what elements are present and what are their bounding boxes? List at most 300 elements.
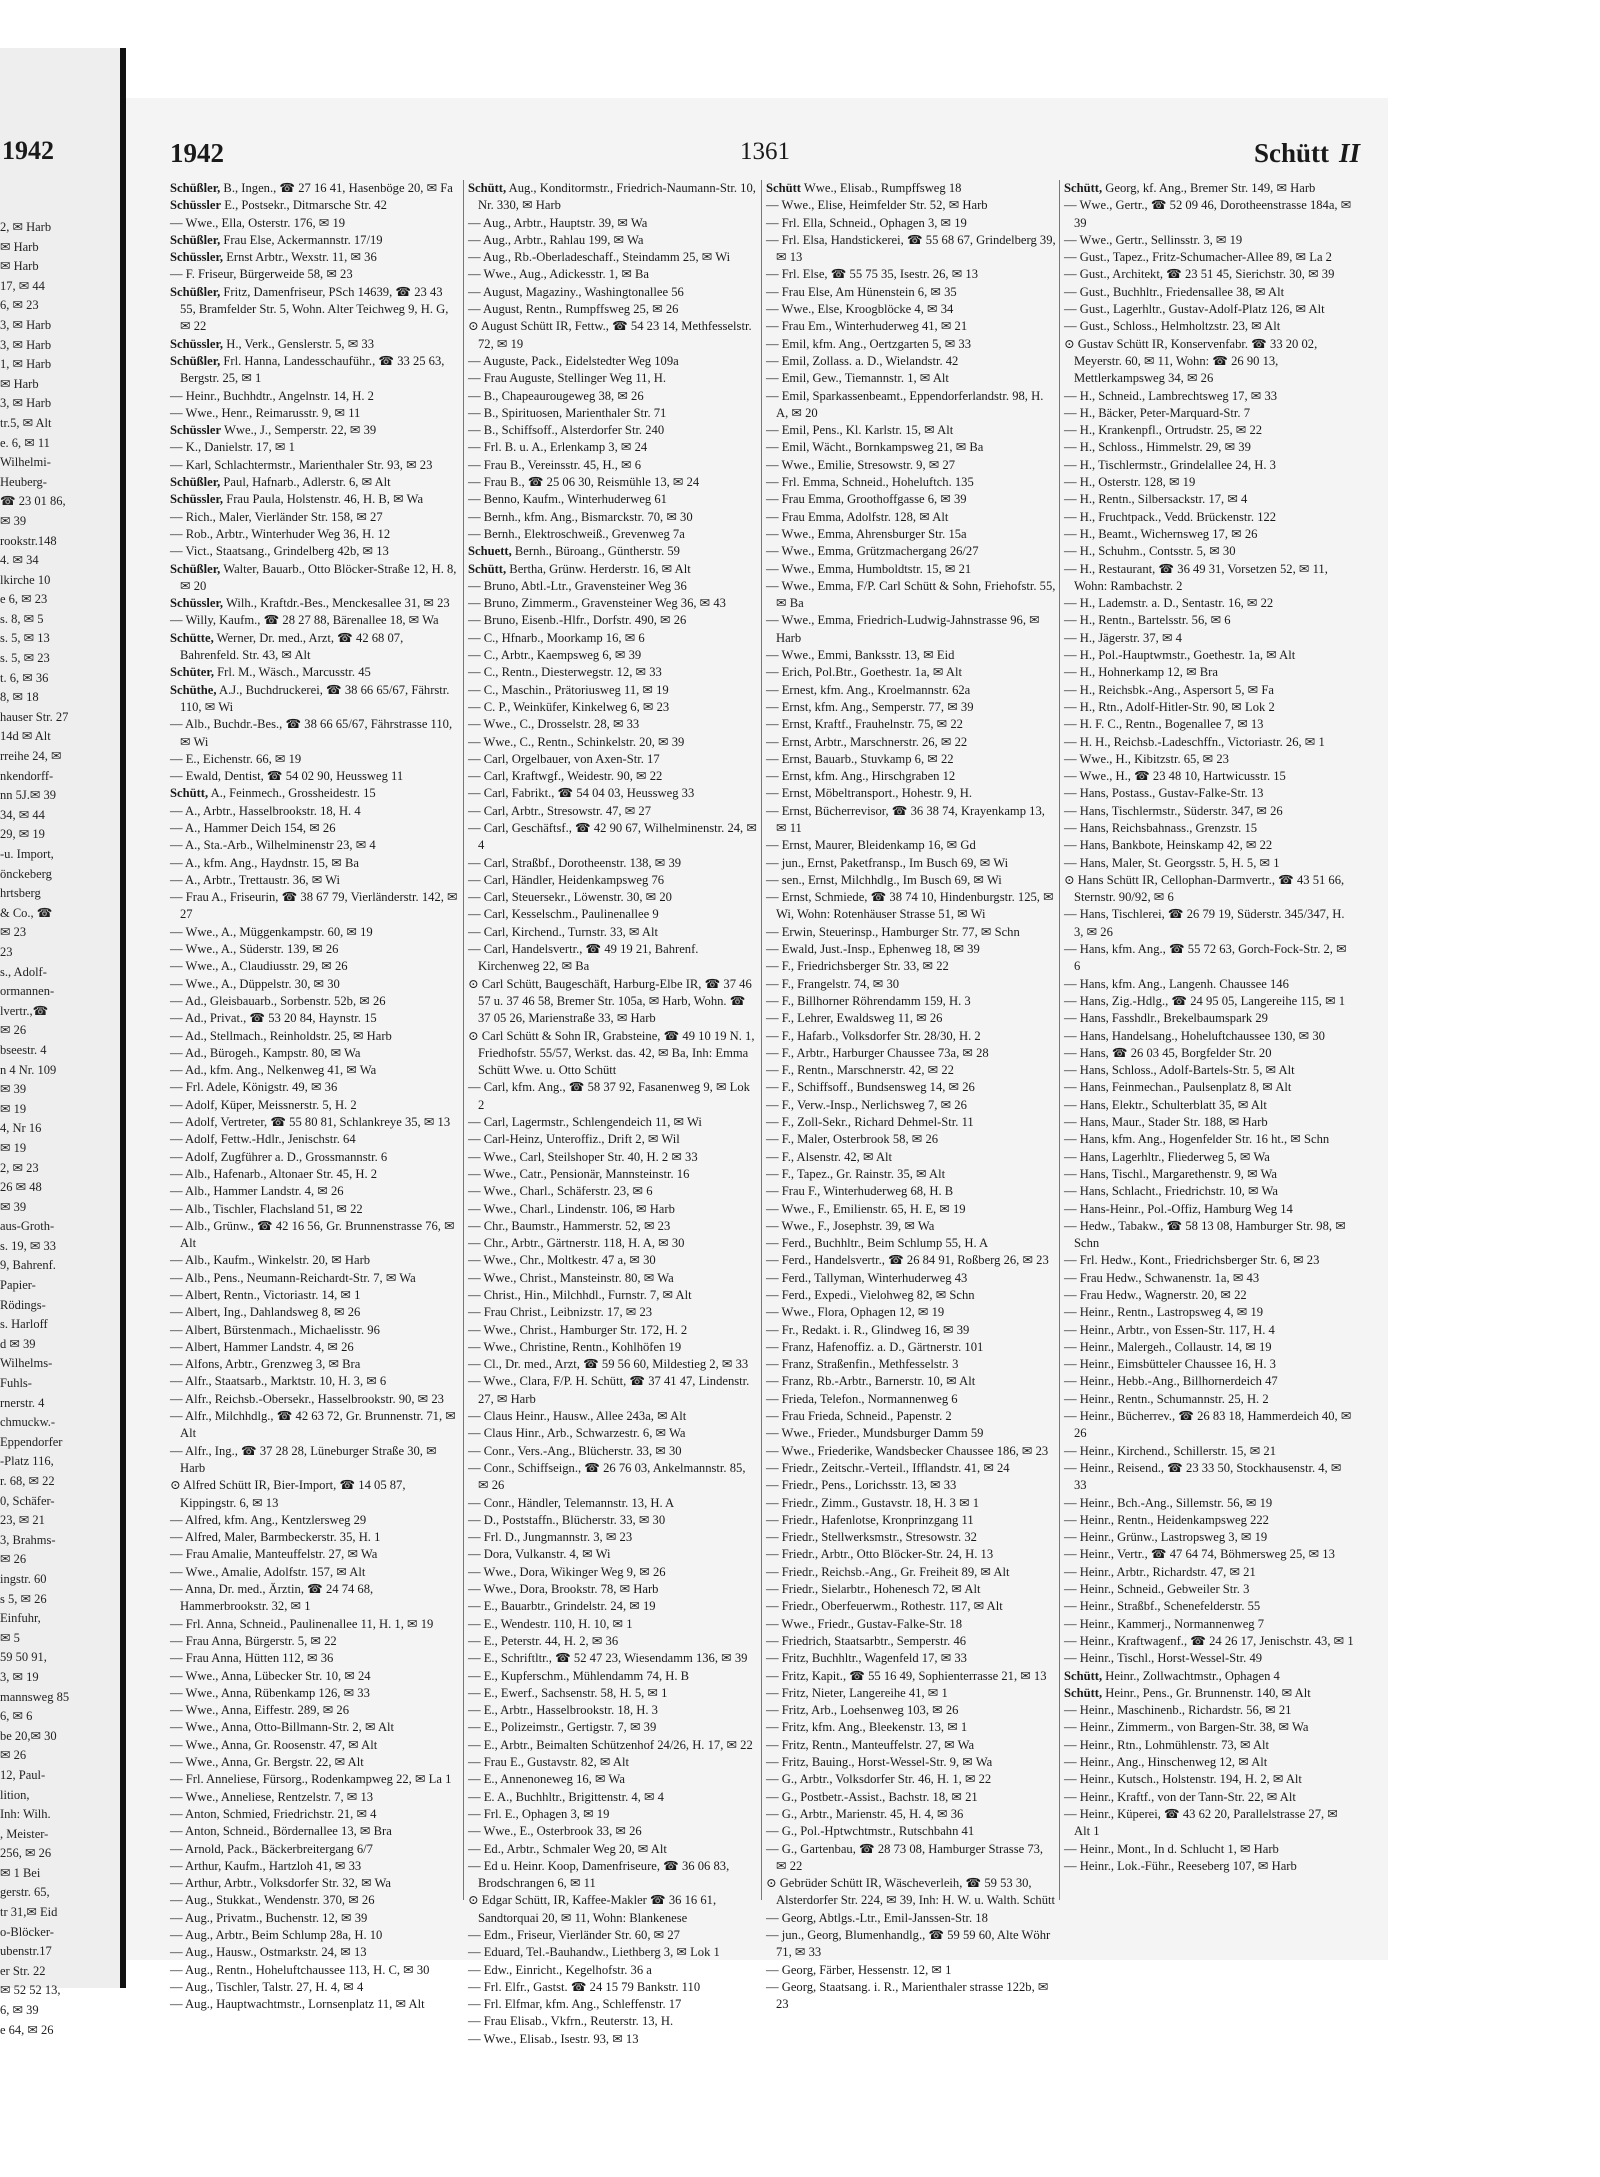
entry-details: — Alb., Pens., Neumann-Reichardt-Str. 7, ✉ Wa xyxy=(170,1270,416,1285)
left-fragment-line: o-Blöcker- xyxy=(0,1924,54,1939)
entry-details: — Frl. Ella, Schneid., Ophagen 3, ✉ 19 xyxy=(766,215,967,230)
entry-details: — Frau Emma, Adolfstr. 128, ✉ Alt xyxy=(766,509,949,524)
entry-details: — Frau Amalie, Manteuffelstr. 27, ✉ Wa xyxy=(170,1547,378,1562)
directory-entry xyxy=(468,1841,758,1858)
entry-surname: Schütt, xyxy=(468,181,507,195)
directory-entry xyxy=(468,1754,758,1771)
directory-entry xyxy=(468,1564,758,1581)
directory-entry xyxy=(468,1771,758,1788)
entry-details: — F., Tapez., Gr. Rainstr. 35, ✉ Alt xyxy=(766,1166,946,1181)
directory-entry xyxy=(468,1443,758,1460)
directory-entry xyxy=(766,1373,1056,1390)
entry-details: — C., Arbtr., Kaempsweg 6, ✉ 39 xyxy=(468,648,642,663)
directory-entry xyxy=(468,1685,758,1702)
directory-entry xyxy=(170,388,460,405)
left-fragment-line: ✉ 23 xyxy=(0,925,27,940)
entry-surname: Schüßler, xyxy=(170,284,221,299)
entry-details: — G., Arbtr., Marienstr. 45, H. 4, ✉ 36 xyxy=(766,1806,964,1821)
directory-entry xyxy=(1064,561,1354,596)
entry-details: — Carl, Kesselschm., Paulinenallee 9 xyxy=(468,907,659,922)
page-year: 1942 xyxy=(170,138,224,168)
entry-details: — H. F. C., Rentn., Bogenallee 7, ✉ 13 xyxy=(1064,717,1264,732)
directory-entry xyxy=(170,1910,460,1927)
entry-details: — Heinr., Rentn., Lastropsweg 4, ✉ 19 xyxy=(1064,1305,1264,1320)
entry-details: — H., Schuhm., Contsstr. 5, ✉ 30 xyxy=(1064,544,1236,559)
directory-entry xyxy=(766,1668,1056,1685)
entry-details: — Wwe., Dora, Wikinger Weg 9, ✉ 26 xyxy=(468,1564,666,1579)
entry-details: ⊙ Gebrüder Schütt IR, Wäscheverleih, ☎ 59 53 30, Alsterdorfer Str. 224, ✉ 39, Inh: H. W. u. Walth. Schütt xyxy=(766,1876,1056,1908)
directory-entry xyxy=(170,1650,460,1667)
entry-details: — Alb., Tischler, Flachsland 51, ✉ 22 xyxy=(170,1201,363,1216)
entry-details: — B., Spirituosen, Marienthaler Str. 71 xyxy=(468,405,667,420)
entry-details: — Frl. Emma, Schneid., Hoheluftch. 135 xyxy=(766,475,974,490)
entry-details: — Frau B., Vereinsstr. 45, H., ✉ 6 xyxy=(468,457,641,472)
entry-details: — E., Ewerf., Sachsenstr. 58, H. 5, ✉ 1 xyxy=(468,1685,668,1700)
entry-details: — Alb., Kaufm., Winkelstr. 20, ✉ Harb xyxy=(170,1253,371,1268)
directory-entry xyxy=(766,457,1056,474)
directory-entry xyxy=(170,284,460,336)
directory-entry xyxy=(468,1028,758,1080)
directory-entry xyxy=(766,855,1056,872)
entry-details: — Frl. D., Jungmannstr. 3, ✉ 23 xyxy=(468,1530,633,1545)
directory-entry xyxy=(468,2031,758,2048)
entry-details: Aug., Konditormstr., Friedrich-Naumann-Str. 10, Nr. 330, ✉ Harb xyxy=(478,181,756,213)
left-fragment-line: -Platz 116, xyxy=(0,1454,54,1469)
entry-details: — E., Schriftltr., ☎ 52 47 23, Wiesendamm 136, ✉ 39 xyxy=(468,1651,748,1666)
entry-details: E., Postsekr., Ditmarsche Str. 42 xyxy=(221,198,387,213)
directory-entry xyxy=(1064,716,1354,733)
entry-details: — F., Arbtr., Harburger Chaussee 73a, ✉ 28 xyxy=(766,1045,989,1060)
entry-details: — F., Hafarb., Volksdorfer Str. 28/30, H. 2 xyxy=(766,1028,981,1043)
directory-entry xyxy=(468,318,758,353)
directory-entry xyxy=(170,422,460,439)
entry-details: — Wwe., Anna, Gr. Roosenstr. 47, ✉ Alt xyxy=(170,1737,378,1752)
entry-details: — Adolf, Zugführer a. D., Grossmannstr. 6 xyxy=(170,1149,388,1164)
left-fragment-line: 23 xyxy=(0,944,13,959)
page-header xyxy=(170,138,1360,174)
left-fragment-line: ormannen- xyxy=(0,984,55,999)
entry-details: — E., Annenoneweg 16, ✉ Wa xyxy=(468,1772,625,1787)
entry-details: — August, Magaziny., Washingtonallee 56 xyxy=(468,284,684,299)
directory-entry xyxy=(170,1875,460,1892)
directory-entry xyxy=(766,803,1056,838)
entry-details: — Hans, ☎ 26 03 45, Borgfelder Str. 20 xyxy=(1064,1045,1272,1060)
entry-surname: Schüssler xyxy=(170,198,222,213)
left-fragment-line: hrtsberg xyxy=(0,886,41,901)
directory-entry xyxy=(170,561,460,596)
directory-entry xyxy=(468,543,758,560)
directory-entry xyxy=(468,785,758,802)
entry-details: — Ernst, Bauarb., Stuvkamp 6, ✉ 22 xyxy=(766,751,954,766)
entry-details: — August, Rentn., Rumpffsweg 25, ✉ 26 xyxy=(468,302,679,317)
entry-details: — Georg, Färber, Hessenstr. 12, ✉ 1 xyxy=(766,1962,952,1977)
directory-entry xyxy=(766,924,1056,941)
entry-details: — Wwe., Christ., Mansteinstr. 80, ✉ Wa xyxy=(468,1270,674,1285)
directory-entry xyxy=(766,1028,1056,1045)
entry-details: — Wwe., Anna, Gr. Bergstr. 22, ✉ Alt xyxy=(170,1755,364,1770)
entry-details: — Friedrich, Staatsarbtr., Semperstr. 46 xyxy=(766,1633,967,1648)
directory-entry xyxy=(170,855,460,872)
directory-entry xyxy=(766,422,1056,439)
entry-details: — Wwe., Frieder., Mundsburger Damm 59 xyxy=(766,1426,984,1441)
directory-entry xyxy=(766,1218,1056,1235)
entry-details: — Ferd., Expedi., Vielohweg 82, ✉ Schn xyxy=(766,1288,975,1302)
directory-entry xyxy=(170,1771,460,1788)
left-fragment-line: nn 5J.✉ 39 xyxy=(0,788,56,803)
directory-entry xyxy=(468,215,758,232)
directory-entry xyxy=(170,474,460,491)
left-fragment-line: 1, ✉ Harb xyxy=(0,357,52,372)
entry-details: — F., Zoll-Sekr., Richard Dehmel-Str. 11 xyxy=(766,1115,974,1130)
entry-details: — Georg, Staatsang. i. R., Marienthaler strasse 122b, ✉ 23 xyxy=(766,1979,1049,2012)
entry-details: — Wwe., Emmi, Banksstr. 13, ✉ Eid xyxy=(766,648,955,663)
directory-entry xyxy=(766,1719,1056,1736)
left-fragment-line: tr 31,✉ Eid xyxy=(0,1905,58,1920)
left-fragment-line: 14d ✉ Alt xyxy=(0,729,51,744)
directory-entry xyxy=(170,215,460,232)
entry-details: — H., Hohnerkamp 12, ✉ Bra xyxy=(1064,665,1218,680)
entry-details: — Friedr., Sielarbtr., Hohenesch 72, ✉ Alt xyxy=(766,1582,981,1597)
directory-entry xyxy=(170,1010,460,1027)
entry-details: — Fritz, Buchhltr., Wagenfeld 17, ✉ 33 xyxy=(766,1651,967,1666)
directory-entry xyxy=(1064,1719,1354,1736)
left-fragment-line: lvertr.,☎ xyxy=(0,1003,49,1018)
directory-entry xyxy=(170,976,460,993)
entry-surname: Schuett, xyxy=(468,544,512,559)
entry-details: — Wwe., Gertr., ☎ 52 09 46, Dorotheenstrasse 184a, ✉ 39 xyxy=(1064,198,1352,230)
entry-details: — Heinr., Rentn., Schumannstr. 25, H. 2 xyxy=(1064,1391,1269,1406)
directory-entry xyxy=(1064,1564,1354,1581)
directory-entry xyxy=(1064,1062,1354,1079)
directory-entry xyxy=(170,1201,460,1218)
entry-details: Wwe., Elisab., Rumpffsweg 18 xyxy=(801,181,962,195)
directory-entry xyxy=(766,1339,1056,1356)
directory-entry xyxy=(170,803,460,820)
entry-details: — B., Chapeaurougeweg 38, ✉ 26 xyxy=(468,388,644,403)
entry-details: — Hedw., Tabakw., ☎ 58 13 08, Hamburger Str. 98, ✉ Schn xyxy=(1064,1218,1346,1251)
entry-details: — Wwe., Friedr., Gustav-Falke-Str. 18 xyxy=(766,1616,962,1631)
entry-surname: Schütt, xyxy=(1064,181,1103,195)
directory-entry xyxy=(766,993,1056,1010)
entry-details: — E., Eichenstr. 66, ✉ 19 xyxy=(170,751,302,766)
directory-entry xyxy=(766,1322,1056,1339)
directory-entry xyxy=(468,1737,758,1754)
directory-entry xyxy=(468,734,758,751)
entry-details: — Frl. Else, ☎ 55 75 35, Isestr. 26, ✉ 13 xyxy=(766,267,978,282)
left-fragment-line: 2, ✉ 23 xyxy=(0,1160,39,1175)
directory-entry xyxy=(766,474,1056,491)
entry-details: — Wwe., Emma, Ahrensburger Str. 15a xyxy=(766,526,967,541)
directory-entry xyxy=(766,1045,1056,1062)
entry-surname: Schüssler, xyxy=(170,336,224,351)
entry-details: — Hans, Tischlermstr., Süderstr. 347, ✉ 26 xyxy=(1064,803,1283,818)
directory-entry xyxy=(170,1270,460,1287)
directory-entry xyxy=(766,682,1056,699)
entry-surname: Schüßler, xyxy=(170,561,221,576)
entry-details: — Heinr., Kraftf., von der Tann-Str. 22, ✉ Alt xyxy=(1064,1789,1296,1804)
left-fragment-line: & Co., ☎ xyxy=(0,905,53,920)
directory-entry xyxy=(468,1356,758,1373)
entry-details: — Franz, Straßenfin., Methfesselstr. 3 xyxy=(766,1357,959,1372)
entry-details: — Alfr., Milchhdlg., ☎ 42 63 72, Gr. Brunnenstr. 71, ✉ Alt xyxy=(170,1409,456,1441)
entry-details: — C., Hfnarb., Moorkamp 16, ✉ 6 xyxy=(468,630,645,645)
entry-details: — Wwe., Aug., Adickesstr. 1, ✉ Ba xyxy=(468,267,650,282)
entry-details: — Aug., Arbtr., Hauptstr. 39, ✉ Wa xyxy=(468,215,648,230)
entry-details: — H. H., Reichsb.-Ladeschffn., Victoriastr. 26, ✉ 1 xyxy=(1064,734,1325,749)
entry-details: — Wwe., F., Josephstr. 39, ✉ Wa xyxy=(766,1218,935,1233)
directory-entry xyxy=(170,1287,460,1304)
entry-details: — Wwe., Anneliese, Rentzelstr. 7, ✉ 13 xyxy=(170,1789,374,1804)
left-fragment-line: s. 8, ✉ 5 xyxy=(0,611,44,626)
directory-entry xyxy=(1064,1754,1354,1771)
left-fragment-line: 9, Bahrenf. xyxy=(0,1258,56,1273)
directory-entry xyxy=(1064,1373,1354,1390)
entry-details: — Heinr., Kutsch., Holstenstr. 194, H. 2, ✉ Alt xyxy=(1064,1772,1302,1787)
directory-entry xyxy=(766,1841,1056,1876)
entry-details: — Benno, Kaufm., Winterhuderweg 61 xyxy=(468,492,667,507)
entry-details: — Aug., Rb.-Oberladeschaff., Steindamm 25, ✉ Wi xyxy=(468,250,731,265)
directory-entry xyxy=(170,1097,460,1114)
directory-entry xyxy=(1064,1166,1354,1183)
directory-entry xyxy=(1064,1339,1354,1356)
directory-entry xyxy=(468,1702,758,1719)
directory-entry xyxy=(1064,336,1354,388)
directory-entry xyxy=(468,1979,758,1996)
entry-details: — Alfr., Staatsarb., Marktstr. 10, H. 3, ✉ 6 xyxy=(170,1374,387,1389)
directory-entry xyxy=(468,664,758,681)
entry-details: — C., Maschin., Prätoriusweg 11, ✉ 19 xyxy=(468,682,669,697)
entry-details: — Wwe., Henr., Reimarusstr. 9, ✉ 11 xyxy=(170,405,361,420)
entry-details: — Heinr., Buchhdtr., Angelnstr. 14, H. 2 xyxy=(170,388,374,403)
directory-entry xyxy=(170,232,460,249)
directory-entry xyxy=(766,1737,1056,1754)
entry-details: — Carl, Geschäftsf., ☎ 42 90 67, Wilhelminenstr. 24, ✉ 4 xyxy=(468,820,757,853)
entry-details: — Carl, Kirchend., Turnstr. 33, ✉ Alt xyxy=(468,924,659,939)
entry-surname: Schüssler, xyxy=(170,596,224,611)
left-fragment-line: t. 6, ✉ 36 xyxy=(0,670,49,685)
entry-details: — Frl. Anneliese, Fürsorg., Rodenkampweg 22, ✉ La 1 xyxy=(170,1772,452,1787)
entry-details: — Edm., Friseur, Vierländer Str. 60, ✉ 27 xyxy=(468,1927,680,1942)
directory-entry xyxy=(1064,457,1354,474)
directory-entry xyxy=(468,1858,758,1893)
entry-details: — Alb., Buchdr.-Bes., ☎ 38 66 65/67, Fährstrasse 110, ✉ Wi xyxy=(170,717,453,749)
entry-details: — Fritz, Arb., Loehsenweg 103, ✉ 26 xyxy=(766,1703,959,1718)
left-fragment-line: 6, ✉ 23 xyxy=(0,298,39,313)
entry-details: ⊙ Edgar Schütt, IR, Kaffee-Makler ☎ 36 16 61, Sandtorquai 20, ✉ 11, Wohn: Blankenese xyxy=(468,1893,717,1925)
directory-entry xyxy=(766,1131,1056,1148)
directory-entry xyxy=(468,1218,758,1235)
directory-entry xyxy=(766,1910,1056,1927)
entry-details: — Heinr., Maschinenb., Richardstr. 56, ✉ 21 xyxy=(1064,1703,1292,1718)
entry-details: — Frau Else, Am Hünenstein 6, ✉ 35 xyxy=(766,284,957,299)
entry-details: — Wwe., A., Düppelstr. 30, ✉ 30 xyxy=(170,976,340,991)
entry-details: — A., Arbtr., Trettaustr. 36, ✉ Wi xyxy=(170,872,341,887)
directory-entry xyxy=(766,509,1056,526)
directory-entry xyxy=(170,1927,460,1944)
entry-details: — Anton, Schmied, Friedrichstr. 21, ✉ 4 xyxy=(170,1806,377,1821)
entry-details: — jun., Georg, Blumenhandlg., ☎ 59 59 60, Alte Wöhr 71, ✉ 33 xyxy=(766,1927,1051,1960)
directory-entry xyxy=(766,1287,1056,1304)
entry-details: — Carl, Straßbf., Dorotheenstr. 138, ✉ 39 xyxy=(468,855,682,870)
entry-details: — Adolf, Fettw.-Hdlr., Jenischstr. 64 xyxy=(170,1132,356,1147)
entry-details: — Hans, kfm. Ang., Hogenfelder Str. 16 ht., ✉ Schn xyxy=(1064,1132,1330,1147)
entry-details: — K., Danielstr. 17, ✉ 1 xyxy=(170,440,295,455)
running-head xyxy=(1254,138,1360,169)
directory-entry xyxy=(468,457,758,474)
entry-details: — Erwin, Steuerinsp., Hamburger Str. 77, ✉ Schn xyxy=(766,924,1020,939)
entry-details: — F., Frangelstr. 74, ✉ 30 xyxy=(766,976,900,991)
directory-entry xyxy=(1064,699,1354,716)
left-fragment-line: Rödings- xyxy=(0,1297,46,1312)
entry-details: — Heinr., Kraftwagenf., ☎ 24 26 17, Jenischstr. 43, ✉ 1 xyxy=(1064,1633,1354,1648)
left-fragment-line: Wilhelmi- xyxy=(0,455,51,470)
entry-details: Walter, Bauarb., Otto Blöcker-Straße 12, H. 8, ✉ 20 xyxy=(180,561,457,593)
entry-details: — Frau Anna, Hütten 112, ✉ 36 xyxy=(170,1651,334,1666)
directory-entry xyxy=(468,751,758,768)
directory-entry xyxy=(766,526,1056,543)
entry-details: — H., Lademstr. a. D., Sentastr. 16, ✉ 22 xyxy=(1064,596,1274,611)
directory-entry xyxy=(766,664,1056,681)
directory-entry xyxy=(1064,941,1354,976)
entry-details: — Frl. B. u. A., Erlenkamp 3, ✉ 24 xyxy=(468,440,648,455)
entry-details: — Frl. E., Ophagen 3, ✉ 19 xyxy=(468,1806,610,1821)
directory-entry xyxy=(170,526,460,543)
directory-entry xyxy=(170,716,460,751)
entry-details: ⊙ August Schütt IR, Fettw., ☎ 54 23 14, Methfesselstr. 72, ✉ 19 xyxy=(468,319,752,351)
directory-entry xyxy=(468,924,758,941)
left-fragment-line: e. 6, ✉ 11 xyxy=(0,435,50,450)
directory-entry xyxy=(766,1201,1056,1218)
directory-entry xyxy=(468,1287,758,1304)
directory-entry xyxy=(468,1304,758,1321)
entry-details: — H., Rentn., Bartelsstr. 56, ✉ 6 xyxy=(1064,613,1231,628)
directory-entry xyxy=(468,803,758,820)
entry-details: — Frau Em., Winterhuderweg 41, ✉ 21 xyxy=(766,319,968,334)
directory-entry xyxy=(766,1495,1056,1512)
directory-entry xyxy=(766,1097,1056,1114)
directory-entry xyxy=(468,1079,758,1114)
entry-details: — Emil, Wächt., Bornkampsweg 21, ✉ Ba xyxy=(766,440,984,455)
entry-details: H., Verk., Genslerstr. 5, ✉ 33 xyxy=(223,336,375,351)
left-fragment-line: hauser Str. 27 xyxy=(0,709,69,724)
entry-details: — Hans, Zig.-Hdlg., ☎ 24 95 05, Langereihe 115, ✉ 1 xyxy=(1064,993,1346,1008)
entry-details: Wwe., J., Semperstr. 22, ✉ 39 xyxy=(221,423,377,438)
entry-details: — E., Arbtr., Beimalten Schützenhof 24/26, H. 17, ✉ 22 xyxy=(468,1737,753,1752)
left-fragment-line: bseestr. 4 xyxy=(0,1042,47,1057)
entry-details: — Aug., Privatm., Buchenstr. 12, ✉ 39 xyxy=(170,1910,368,1925)
directory-entry xyxy=(766,1823,1056,1840)
left-fragment-line: 6, ✉ 6 xyxy=(0,1709,33,1724)
directory-entry xyxy=(170,941,460,958)
directory-entry xyxy=(170,509,460,526)
directory-entry xyxy=(766,578,1056,613)
directory-entry xyxy=(1064,1218,1354,1253)
directory-entry xyxy=(1064,1028,1354,1045)
directory-entry xyxy=(1064,1616,1354,1633)
directory-entry xyxy=(468,647,758,664)
entry-details: — Friedr., Pens., Lorichsstr. 13, ✉ 33 xyxy=(766,1478,957,1493)
directory-entry xyxy=(766,561,1056,578)
entry-details: — Wwe., Elisab., Isestr. 93, ✉ 13 xyxy=(468,2031,639,2046)
directory-entry xyxy=(170,820,460,837)
directory-entry xyxy=(170,1304,460,1321)
directory-entry xyxy=(170,491,460,508)
directory-entry xyxy=(1064,1702,1354,1719)
entry-details: — Wwe., Flora, Ophagen 12, ✉ 19 xyxy=(766,1305,945,1320)
left-fragment-line: 59 50 91, xyxy=(0,1650,47,1665)
entry-details: — Hans, Postass., Gustav-Falke-Str. 13 xyxy=(1064,786,1264,801)
left-fragment-line: rookstr.148 xyxy=(0,533,57,548)
entry-details: — jun., Ernst, Paketfransp., Im Busch 69, ✉ Wi xyxy=(766,855,1009,870)
directory-entry xyxy=(1064,1495,1354,1512)
directory-entry xyxy=(468,595,758,612)
entry-details: — Frau B., ☎ 25 06 30, Reismühle 13, ✉ 24 xyxy=(468,475,700,490)
entry-details: — H., Rtn., Adolf-Hitler-Str. 90, ✉ Lok 2 xyxy=(1064,699,1275,714)
directory-entry xyxy=(170,630,460,665)
directory-entry xyxy=(468,2013,758,2030)
entry-details: — A., Hammer Deich 154, ✉ 26 xyxy=(170,820,336,835)
entry-details: — Fritz, Rentn., Manteuffelstr. 27, ✉ Wa xyxy=(766,1737,975,1752)
entry-details: — Wwe., H., ☎ 23 48 10, Hartwicusstr. 15 xyxy=(1064,769,1286,784)
directory-entry xyxy=(1064,197,1354,232)
entry-details: — Claus Hinr., Arb., Schwarzestr. 6, ✉ Wa xyxy=(468,1426,686,1441)
directory-entry xyxy=(170,1149,460,1166)
directory-entry xyxy=(170,266,460,283)
directory-entry xyxy=(766,699,1056,716)
left-fragment-line: er Str. 22 xyxy=(0,1963,46,1978)
left-fragment-line: rnerstr. 4 xyxy=(0,1395,45,1410)
directory-entry xyxy=(1064,180,1354,197)
directory-entry xyxy=(766,1754,1056,1771)
left-fragment-line: 2, ✉ Harb xyxy=(0,220,52,234)
directory-entry xyxy=(170,1391,460,1408)
entry-details: Frau Else, Ackermannstr. 17/19 xyxy=(220,232,383,247)
entry-details: Ernst Arbtr., Wexstr. 11, ✉ 36 xyxy=(223,250,377,265)
entry-details: — Frau Hedw., Schwanenstr. 1a, ✉ 43 xyxy=(1064,1270,1260,1285)
entry-details: — Albert, Bürstenmach., Michaelisstr. 96 xyxy=(170,1322,380,1337)
directory-entry xyxy=(1064,820,1354,837)
directory-entry xyxy=(468,1373,758,1408)
directory-entry xyxy=(170,958,460,975)
entry-details: — Anna, Dr. med., Ärztin, ☎ 24 74 68, Hammerbrookstr. 32, ✉ 1 xyxy=(170,1582,374,1614)
directory-column-2 xyxy=(468,180,762,2046)
entry-details: — D., Poststaffn., Blücherstr. 33, ✉ 30 xyxy=(468,1512,666,1527)
entry-details: — Albert, Ing., Dahlandsweg 8, ✉ 26 xyxy=(170,1305,361,1320)
directory-column-3 xyxy=(766,180,1060,2012)
entry-details: — Friedr., Oberfeuerwm., Rothestr. 117, ✉ Alt xyxy=(766,1599,1003,1614)
entry-details: — Wwe., Else, Kroogblöcke 4, ✉ 34 xyxy=(766,302,954,317)
directory-entry xyxy=(766,1702,1056,1719)
entry-details: — Wwe., Emilie, Stresowstr. 9, ✉ 27 xyxy=(766,457,956,472)
left-fragment-line: s 5, ✉ 26 xyxy=(0,1591,47,1606)
directory-entry xyxy=(468,422,758,439)
left-fragment-line: Wilhelms- xyxy=(0,1356,53,1371)
entry-details: — Hans, Reichsbahnass., Grenzstr. 15 xyxy=(1064,820,1258,835)
directory-entry xyxy=(766,1270,1056,1287)
directory-entry xyxy=(766,1529,1056,1546)
entry-details: — Alfons, Arbtr., Grenzweg 3, ✉ Bra xyxy=(170,1357,361,1372)
entry-details: — Heinr., Mont., In d. Schlucht 1, ✉ Harb xyxy=(1064,1841,1279,1856)
entry-details: — Wwe., Carl, Steilshoper Str. 40, H. 2 ✉ 33 xyxy=(468,1149,698,1164)
directory-entry xyxy=(170,1045,460,1062)
entry-details: — Friedr., Arbtr., Otto Blöcker-Str. 24, H. 13 xyxy=(766,1547,994,1562)
entry-details: ⊙ Carl Schütt & Sohn IR, Grabsteine, ☎ 49 10 19 N. 1, Friedhofstr. 55/57, Werkst. das. 42, ✉ Ba, Inh: Emma Schütt Wwe. u. Otto Schütt xyxy=(468,1028,755,1078)
entry-details: — Ernst, Möbeltransport., Hohestr. 9, H. xyxy=(766,786,973,801)
entry-details: — Rob., Arbtr., Winterhuder Weg 36, H. 12 xyxy=(170,526,391,541)
directory-entry xyxy=(766,976,1056,993)
directory-entry xyxy=(1064,751,1354,768)
directory-entry xyxy=(468,526,758,543)
